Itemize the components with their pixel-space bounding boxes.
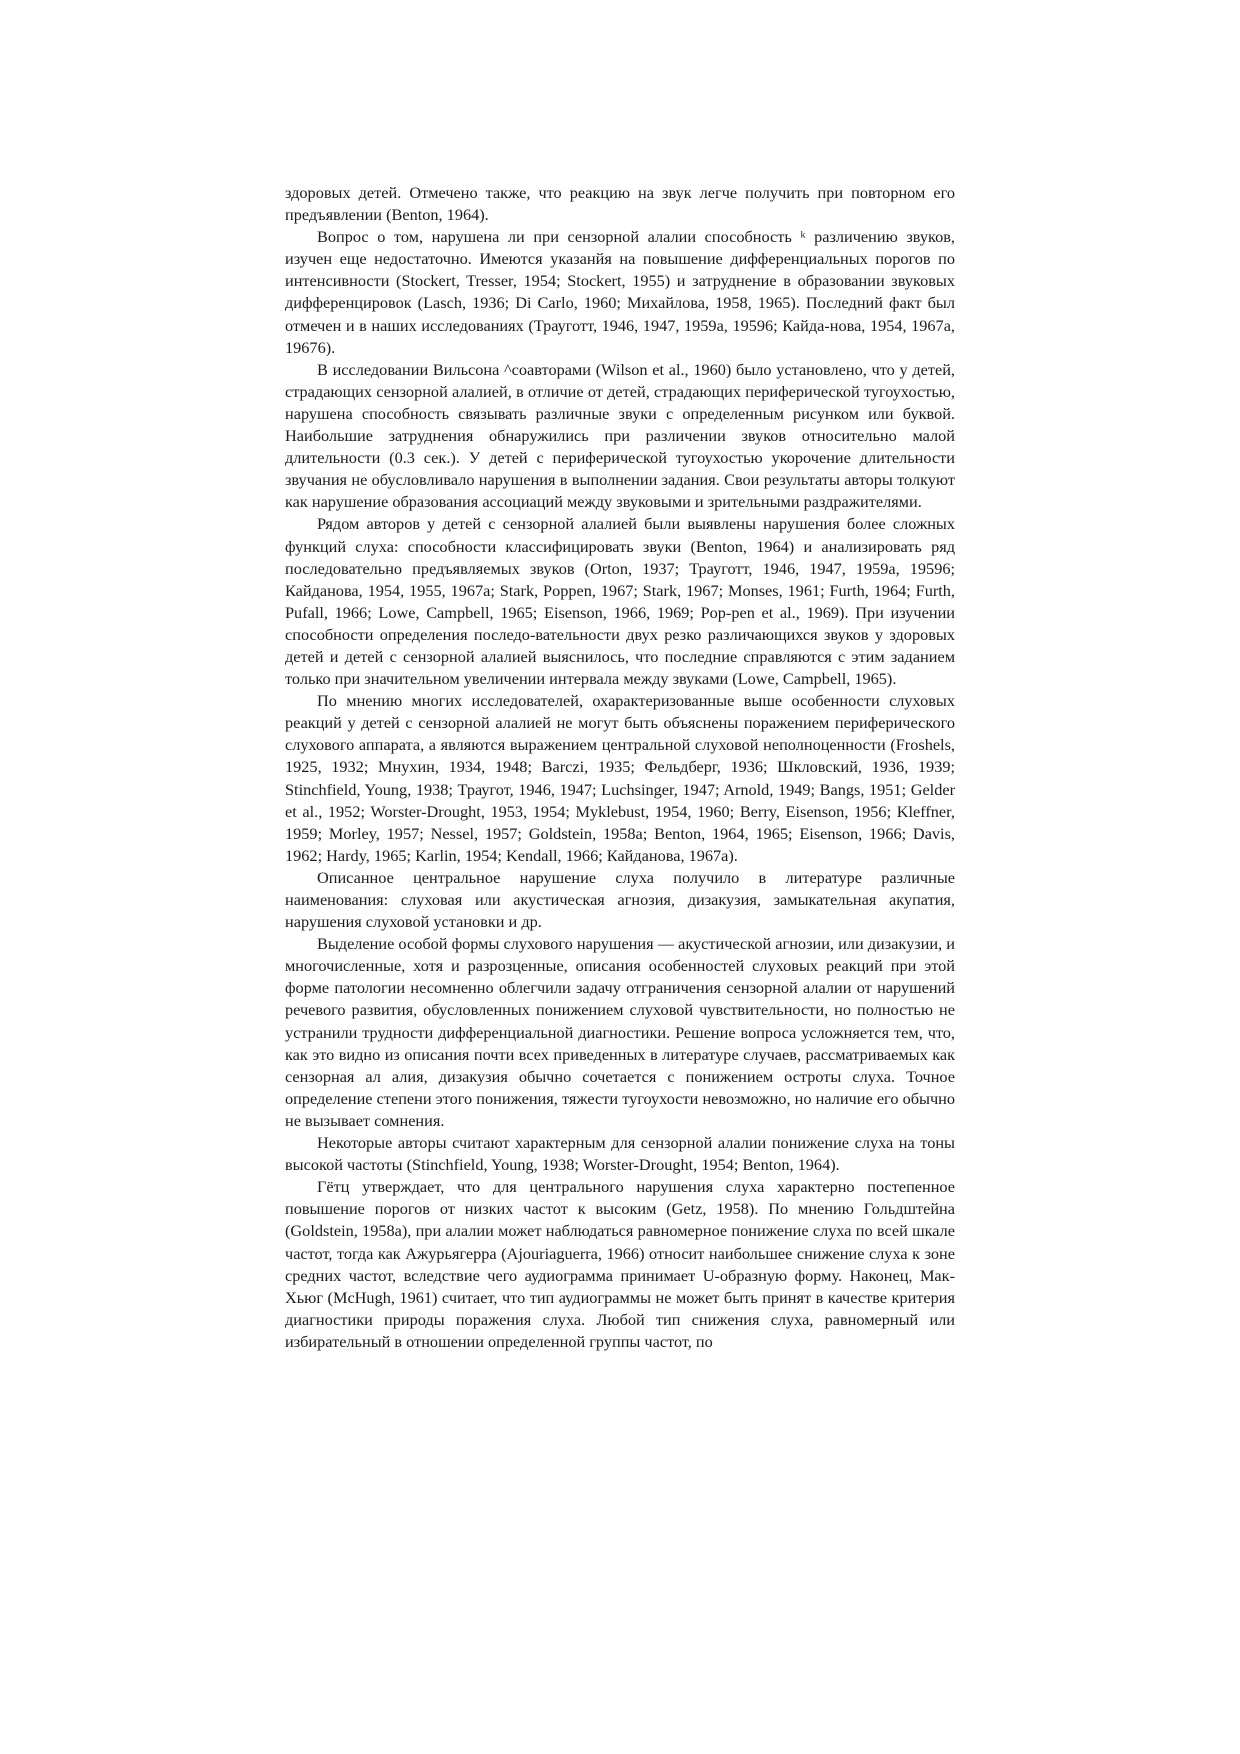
paragraph-complex-functions: Рядом авторов у детей с сензорной алалией были выявлены нарушения более сложных функций слуха: способности классифицировать звуки (Benton, 1964) и анализировать ряд последовательно предъявляемых звуков (Orton, 1937; Трауготт, 1946, 1947, 1959а, 19596; Кайданова, 1954, 1955, 1967а; Stark, Poppen, 1967; Stark, 1967; Monses, 1961; Furth, 1964; Furth, Pufall, 1966; Lowe, Campbell, 1965; Eisenson, 1966, 1969; Pop-pen et al., 1969). При изучении способности определения последо-вательности двух резко различающихся звуков у здоровых детей и детей с сензорной алалией выяснилось, что последние справляются с этим заданием только при значительном увеличении интервала между звуками (Lowe, Campbell, 1965). xyxy=(285,514,955,689)
paragraph-high-frequency: Некоторые авторы считают характерным для сензорной алалии понижение слуха на тоны высокой частоты (Stinchfield, Young, 1938; Worster-Drought, 1954; Benton, 1964). xyxy=(285,1133,955,1175)
paragraph-sound-discrimination: Вопрос о том, нарушена ли при сензорной алалии способность ᵏ различению звуков, изучен еще недостаточно. Имеются указанйя на повышение дифференциальных порогов по интенсивности (Stockert, Tresser, 1954; Stockert, 1955) и затруднение в образовании звуковых дифференцировок (Lasch, 1936; Di Carlo, 1960; Михайлова, 1958, 1965). Последний факт был отмечен и в наших исследованиях (Трауготт, 1946, 1947, 1959а, 19596; Кайда-нова, 1954, 1967а, 19676). xyxy=(285,227,955,357)
paragraph-wilson-study: В исследовании Вильсона ^соавторами (Wilson et al., 1960) было установлено, что у детей, страдающих сензорной алалией, в отличие от детей, страдающих периферической тугоухостью, нарушена способность связывать различные звуки с определенным рисунком или буквой. Наибольшие затруднения обнаружились при различении звуков относительно малой длительности (0.3 сек.). У детей с периферической тугоухостью укорочение длительности звучания не обусловливало нарушения в выполнении задания. Свои результаты авторы толкуют как нарушение образования ассоциаций между звуковыми и зрительными раздражителями. xyxy=(285,359,955,512)
paragraph-central-deficiency: По мнению многих исследователей, охарактеризованные выше особенности слуховых реакций у детей с сензорной алалией не могут быть объяснены поражением периферического слухового аппарата, а являются выражением центральной слуховой неполноценности (Froshels, 1925, 1932; Мнухин, 1934, 1948; Barczi, 1935; Фельдберг, 1936; Шкловский, 1936, 1939; Stinchfield, Young, 1938; Траугот, 1946, 1947; Luchsinger, 1947; Arnold, 1949; Bangs, 1951; Gelder et al., 1952; Worster-Drought, 1953, 1954; Myklebust, 1954, 1960; Berry, Eisenson, 1956; Kleffner, 1959; Morley, 1957; Nessel, 1957; Goldstein, 1958a; Benton, 1964, 1965; Eisenson, 1966; Davis, 1962; Hardy, 1965; Karlin, 1954; Kendall, 1966; Кайданова, 1967а). xyxy=(285,691,955,865)
document-page xyxy=(285,182,955,1353)
paragraph-acoustic-agnosia: Выделение особой формы слухового нарушения — акустической агнозии, или дизакузии, и многочисленные, хотя и разрозценные, описания особенностей слуховых реакций при этой форме патологии несомненно облегчили задачу отграничения сензорной алалии от нарушений речевого развития, обусловленных понижением слуховой чувствительности, но полностью не устранили трудности дифференциальной диагностики. Решение вопроса усложняется тем, что, как это видно из описания почти всех приведенных в литературе случаев, рассматриваемых как сензорная ал алия, дизакузия обычно сочетается с понижением остроты слуха. Точное определение степени этого понижения, тяжести тугоухости невозможно, но наличие его обычно не вызывает сомнения. xyxy=(285,934,955,1130)
paragraph-continuation: здоровых детей. Отмечено также, что реакцию на звук легче получить при повторном его предъявлении (Benton, 1964). xyxy=(285,183,955,225)
paragraph-naming: Описанное центральное нарушение слуха получило в литературе различные наименования: слуховая или акустическая агнозия, дизакузия, замыкательная акупатия, нарушения слуховой установки и др. xyxy=(285,867,955,932)
paragraph-audiogram: Гётц утверждает, что для центрального нарушения слуха характерно постепенное повышение порогов от низких частот к высоким (Getz, 1958). По мнению Гольдштейна (Goldstein, 1958a), при алалии может наблюдаться равномерное понижение слуха по всей шкале частот, тогда как Ажурьягерра (Ajouriaguerra, 1966) относит наибольшее снижение слуха к зоне средних частот, вследствие чего аудиограмма принимает U-образную форму. Наконец, Мак-Хьюг (McHugh, 1961) считает, что тип аудиограммы не может быть принят в качестве критерия диагностики природы поражения слуха. Любой тип снижения слуха, равномерный или избирательный в отношении определенной группы частот, по xyxy=(285,1177,955,1351)
